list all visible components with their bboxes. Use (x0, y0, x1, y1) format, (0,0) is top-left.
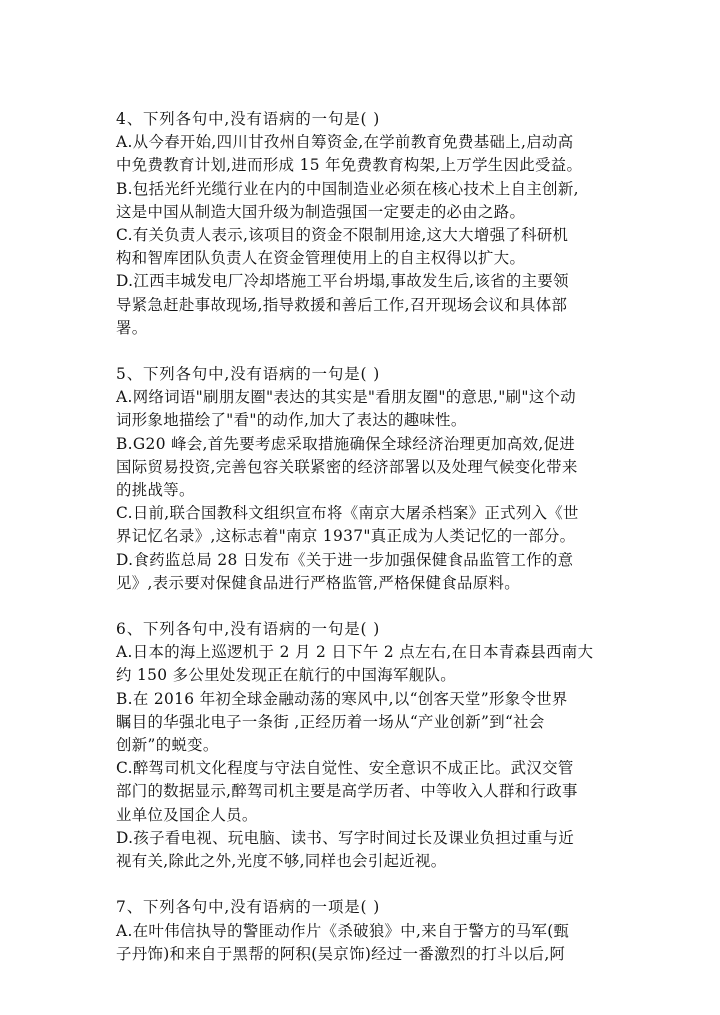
question-text-line: 国际贸易投资,完善包容关联紧密的经济部署以及处理气候变化带来 (116, 457, 578, 476)
question-text-line: 约 150 多公里处发现正在航行的中国海军舰队。 (116, 666, 456, 685)
question-text-line: A.网络词语"刷朋友圈"表达的其实是"看朋友圈"的意思,"刷"这个动 (116, 388, 577, 407)
question-stem: 7、下列各句中,没有语病的一项是( ) (116, 898, 381, 917)
question-text-line: A.从今春开始,四川甘孜州自筹资金,在学前教育免费基础上,启动高 (116, 133, 574, 152)
question-text-line: 的挑战等。 (116, 481, 195, 500)
question-7 (116, 896, 616, 966)
question-text-line: A.日本的海上巡逻机于 2 月 2 日下午 2 点左右,在日本青森县西南大 (116, 643, 594, 662)
question-text-line: 部门的数据显示,醉驾司机主要是高学历者、中等收入人群和行政事 (116, 782, 578, 801)
question-stem: 6、下列各句中,没有语病的一句是( ) (116, 620, 381, 639)
question-text-line: D.食药监总局 28 日发布《关于进一步加强保健食品监管工作的意 (116, 550, 574, 569)
question-text-line: 署。 (116, 318, 148, 337)
question-text-line: B.在 2016 年初全球金融动荡的寒风中,以“创客天堂”形象令世界 (116, 689, 568, 708)
question-text-line: C.醉驾司机文化程度与守法自觉性、安全意识不成正比。武汉交管 (116, 759, 574, 778)
question-text-line: 业单位及国企人员。 (116, 805, 258, 824)
question-5 (116, 363, 616, 595)
question-text-line: 构和智库团队负责人在资金管理使用上的自主权得以扩大。 (116, 249, 526, 268)
question-text-line: 这是中国从制造大国升级为制造强国一定要走的必由之路。 (116, 202, 526, 221)
question-text-line: 视有关,除此之外,光度不够,同样也会引起近视。 (116, 852, 447, 871)
question-text-line: 子丹饰)和来自于黑帮的阿积(吴京饰)经过一番激烈的打斗以后,阿 (116, 944, 566, 963)
question-text-line: 中免费教育计划,进而形成 15 年免费教育构架,上万学生因此受益。 (116, 156, 583, 175)
question-text-line: 界记忆名录》,这标志着"南京 1937"真正成为人类记忆的一部分。 (116, 527, 576, 546)
question-text-line: 导紧急赶赴事故现场,指导救援和善后工作,召开现场会议和具体部 (116, 295, 568, 314)
question-6 (116, 618, 616, 873)
question-text-line: D.孩子看电视、玩电脑、读书、写字时间过长及课业负担过重与近 (116, 828, 575, 847)
question-text-line: 创新”的蜕变。 (116, 736, 219, 755)
document-page (116, 108, 616, 989)
question-text-line: D.江西丰城发电厂冷却塔施工平台坍塌,事故发生后,该省的主要领 (116, 272, 569, 291)
question-text-line: A.在叶伟信执导的警匪动作片《杀破狼》中,来自于警方的马军(甄 (116, 921, 570, 940)
question-text-line: C.有关负责人表示,该项目的资金不限制用途,这大大增强了科研机 (116, 226, 569, 245)
question-text-line: B.包括光纤光缆行业在内的中国制造业必须在核心技术上自主创新, (116, 179, 579, 198)
question-4 (116, 108, 616, 340)
question-text-line: 词形象地描绘了"看"的动作,加大了表达的趣味性。 (116, 411, 467, 430)
question-text-line: 见》,表示要对保健食品进行严格监管,严格保健食品原料。 (116, 573, 521, 592)
question-stem: 5、下列各句中,没有语病的一句是( ) (116, 365, 381, 384)
question-text-line: C.日前,联合国教科文组织宣布将《南京大屠杀档案》正式列入《世 (116, 504, 579, 523)
question-text-line: 瞩目的华强北电子一条街 ,正经历着一场从“产业创新”到“社会 (116, 712, 545, 731)
question-stem: 4、下列各句中,没有语病的一句是( ) (116, 110, 381, 128)
question-text-line: B.G20 峰会,首先要考虑采取措施确保全球经济治理更加高效,促进 (116, 434, 576, 453)
